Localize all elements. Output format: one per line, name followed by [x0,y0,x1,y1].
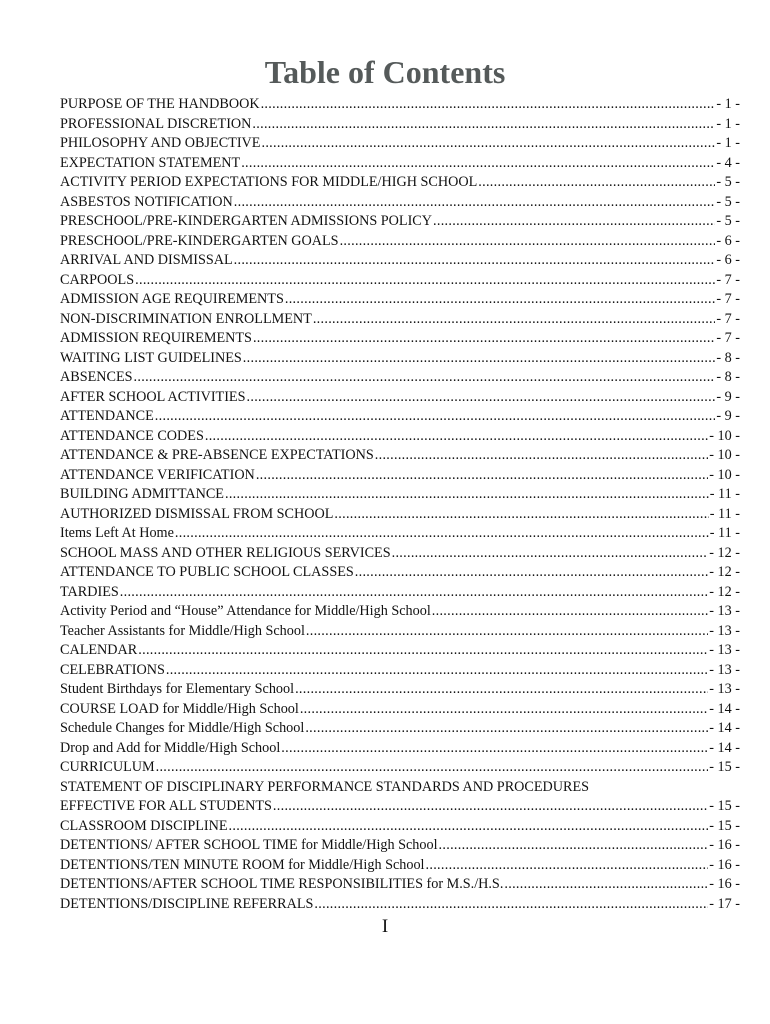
page-title: Table of Contents [264,54,506,90]
toc-dot-leader [392,544,709,564]
toc-entry-page: - 12 - [709,544,740,561]
toc-dot-leader [247,388,716,408]
toc-dot-leader [306,622,708,642]
toc-entry[interactable] [60,466,740,486]
toc-dot-leader [426,856,709,876]
table-of-contents [60,95,740,914]
toc-entry[interactable] [60,719,740,739]
toc-entry-page: - 12 - [709,564,740,580]
toc-entry-title: Drop and Add for Middle/High School [60,739,281,756]
toc-entry-page: - 13 - [709,681,740,697]
toc-dot-leader [120,583,709,603]
toc-entry-title: ADMISSION AGE REQUIREMENTS [60,291,284,307]
toc-entry-page: - 11 - [709,525,740,541]
toc-entry[interactable] [60,680,740,700]
toc-dot-leader [261,134,715,154]
toc-entry-page: - 14 - [709,720,740,736]
toc-entry[interactable] [60,115,740,135]
toc-entry-title: Schedule Changes for Middle/High School [60,720,305,736]
toc-entry-title: ATTENDANCE [60,408,154,424]
toc-dot-leader [234,193,716,213]
toc-entry[interactable] [60,368,740,388]
toc-entry[interactable] [60,290,740,310]
toc-dot-leader [138,641,708,661]
toc-dot-leader [504,875,708,895]
toc-entry-title: DETENTIONS/ AFTER SCHOOL TIME for Middle/High School [60,837,438,853]
toc-entry-title: DETENTIONS/TEN MINUTE ROOM for Middle/High School [60,856,425,873]
toc-entry[interactable] [60,739,740,759]
toc-entry-page: - 6 - [716,232,740,249]
toc-entry-page: - 11 - [709,505,740,522]
toc-entry[interactable] [60,758,740,778]
toc-entry-page: - 7 - [716,291,740,307]
toc-entry-page: - 14 - [709,739,740,756]
toc-dot-leader [155,407,716,427]
toc-entry-title: SCHOOL MASS AND OTHER RELIGIOUS SERVICES [60,544,391,561]
toc-dot-leader [334,505,708,525]
toc-entry-page: - 1 - [716,96,740,112]
toc-entry[interactable] [60,95,740,115]
toc-entry-title: EXPECTATION STATEMENT [60,154,241,171]
toc-entry-page: - 17 - [709,895,740,912]
toc-entry[interactable] [60,173,740,193]
toc-entry-page: - 1 - [716,135,740,151]
toc-entry-title: Items Left At Home [60,525,174,541]
toc-dot-leader [252,115,715,135]
toc-entry-page: - 4 - [716,154,740,171]
toc-entry-page: - 14 - [709,700,740,717]
toc-entry[interactable] [60,485,740,505]
toc-entry-page: - 13 - [709,661,740,678]
toc-entry-title: CALENDAR [60,642,138,658]
toc-entry-page: - 10 - [709,466,740,483]
toc-dot-leader [355,563,709,583]
toc-entry-page: - 5 - [716,213,740,229]
toc-dot-leader [313,310,716,330]
toc-dot-leader [340,232,716,252]
toc-entry[interactable] [60,271,740,291]
toc-entry-title: ASBESTOS NOTIFICATION [60,193,233,210]
toc-entry[interactable] [60,212,740,232]
toc-dot-leader [135,271,715,291]
page-number: I [381,916,389,937]
toc-entry-title: PURPOSE OF THE HANDBOOK [60,96,260,112]
toc-entry[interactable] [60,310,740,330]
toc-entry-title: AUTHORIZED DISMISSAL FROM SCHOOL [60,505,334,522]
toc-entry-page: - 16 - [709,876,740,892]
toc-entry-title: PRESCHOOL/PRE-KINDERGARTEN ADMISSIONS POLICY [60,213,432,229]
toc-entry-page: - 7 - [716,271,740,288]
toc-entry-title: ATTENDANCE CODES [60,427,204,444]
toc-entry[interactable] [60,641,740,661]
toc-dot-leader [439,836,709,856]
toc-entry[interactable] [60,134,740,154]
toc-entry[interactable] [60,349,740,369]
toc-entry[interactable] [60,154,740,174]
toc-entry-title: WAITING LIST GUIDELINES [60,349,242,366]
toc-entry-title: ATTENDANCE TO PUBLIC SCHOOL CLASSES [60,564,354,580]
toc-entry[interactable] [60,817,740,837]
toc-dot-leader [295,680,708,700]
toc-entry-title: CURRICULUM [60,759,155,775]
toc-dot-leader [225,485,709,505]
toc-entry-page: - 13 - [709,622,740,639]
toc-dot-leader [432,602,709,622]
toc-entry-page: - 13 - [709,642,740,658]
toc-entry[interactable] [60,563,740,583]
toc-dot-leader [281,739,708,759]
toc-dot-leader [273,797,708,817]
toc-entry[interactable] [60,251,740,271]
toc-dot-leader [253,329,715,349]
toc-entry-title: TARDIES [60,583,119,600]
toc-entry[interactable] [60,875,740,895]
toc-entry-title: Student Birthdays for Elementary School [60,681,295,697]
toc-entry-page: - 16 - [709,837,740,853]
toc-entry[interactable] [60,193,740,213]
toc-dot-leader [156,758,709,778]
toc-entry-title: ADMISSION REQUIREMENTS [60,330,252,346]
toc-entry[interactable] [60,329,740,349]
toc-entry[interactable] [60,700,740,720]
toc-entry-page: - 13 - [709,603,740,619]
toc-entry-page: - 12 - [709,583,740,600]
toc-entry-title: ABSENCES [60,369,133,385]
toc-entry-page: - 7 - [716,330,740,346]
toc-entry[interactable] [60,232,740,252]
toc-entry-title: PHILOSOPHY AND OBJECTIVE [60,135,261,151]
toc-entry[interactable] [60,524,740,544]
toc-dot-leader [478,173,715,193]
toc-entry-title: DETENTIONS/AFTER SCHOOL TIME RESPONSIBILITIES for M.S./H.S. [60,876,504,892]
toc-entry-title: PRESCHOOL/PRE-KINDERGARTEN GOALS [60,232,339,249]
toc-entry[interactable] [60,388,740,408]
toc-dot-leader [175,524,709,544]
toc-entry-page: - 10 - [709,427,740,444]
toc-entry[interactable] [60,856,740,876]
toc-dot-leader [300,700,708,720]
toc-entry-title: CELEBRATIONS [60,661,165,678]
toc-entry-title: Activity Period and “House” Attendance for Middle/High School [60,603,431,619]
toc-entry[interactable] [60,407,740,427]
toc-entry-title: Teacher Assistants for Middle/High School [60,622,305,639]
toc-dot-leader [234,251,716,271]
toc-entry-page: - 11 - [709,486,740,502]
toc-entry-page: - 5 - [716,174,740,190]
toc-dot-leader [134,368,716,388]
toc-entry-page: - 15 - [709,759,740,775]
toc-entry[interactable] [60,505,740,525]
toc-entry[interactable] [60,836,740,856]
toc-dot-leader [229,817,709,837]
toc-entry[interactable] [60,583,740,603]
toc-entry[interactable] [60,661,740,681]
toc-entry-page: - 9 - [716,408,740,424]
toc-entry-title: PROFESSIONAL DISCRETION [60,115,252,132]
toc-entry-heading-line: STATEMENT OF DISCIPLINARY PERFORMANCE STANDARDS AND PROCEDURES [60,778,590,795]
toc-entry-title: NON-DISCRIMINATION ENROLLMENT [60,310,312,327]
toc-dot-leader [314,895,708,915]
toc-entry-page: - 16 - [709,856,740,873]
toc-entry-title: AFTER SCHOOL ACTIVITIES [60,388,246,405]
toc-entry-title: ACTIVITY PERIOD EXPECTATIONS FOR MIDDLE/HIGH SCHOOL [60,174,478,190]
toc-entry-title: ATTENDANCE VERIFICATION [60,466,255,483]
toc-entry-title: ARRIVAL AND DISMISSAL [60,252,233,268]
toc-dot-leader [241,154,715,174]
toc-entry-page: - 15 - [709,817,740,834]
toc-dot-leader [261,95,716,115]
toc-dot-leader [256,466,708,486]
toc-entry-page: - 10 - [709,447,740,463]
toc-entry[interactable] [60,622,740,642]
toc-dot-leader [205,427,708,447]
toc-entry-title: CLASSROOM DISCIPLINE [60,817,228,834]
toc-entry[interactable] [60,895,740,915]
toc-entry-page: - 6 - [716,252,740,268]
toc-entry-page: - 5 - [716,193,740,210]
toc-entry-page: - 8 - [716,369,740,385]
toc-entry-page: - 7 - [716,310,740,327]
toc-entry[interactable] [60,446,740,466]
toc-entry-title: COURSE LOAD for Middle/High School [60,700,299,717]
toc-entry-title: EFFECTIVE FOR ALL STUDENTS [60,798,272,814]
toc-entry[interactable] [60,544,740,564]
toc-dot-leader [285,290,716,310]
toc-entry-page: - 15 - [709,798,740,814]
toc-entry-page: - 1 - [716,115,740,132]
toc-entry-title: CARPOOLS [60,271,135,288]
toc-entry-page: - 8 - [716,349,740,366]
toc-entry-title: DETENTIONS/DISCIPLINE REFERRALS [60,895,314,912]
toc-dot-leader [243,349,716,369]
toc-dot-leader [305,719,708,739]
toc-entry-page: - 9 - [716,388,740,405]
toc-entry-title: BUILDING ADMITTANCE [60,486,224,502]
toc-dot-leader [375,446,709,466]
toc-dot-leader [433,212,715,232]
toc-dot-leader [166,661,708,681]
toc-entry[interactable] [60,797,740,817]
toc-entry[interactable] [60,602,740,622]
toc-entry[interactable] [60,427,740,447]
toc-entry-title: ATTENDANCE & PRE-ABSENCE EXPECTATIONS [60,447,374,463]
